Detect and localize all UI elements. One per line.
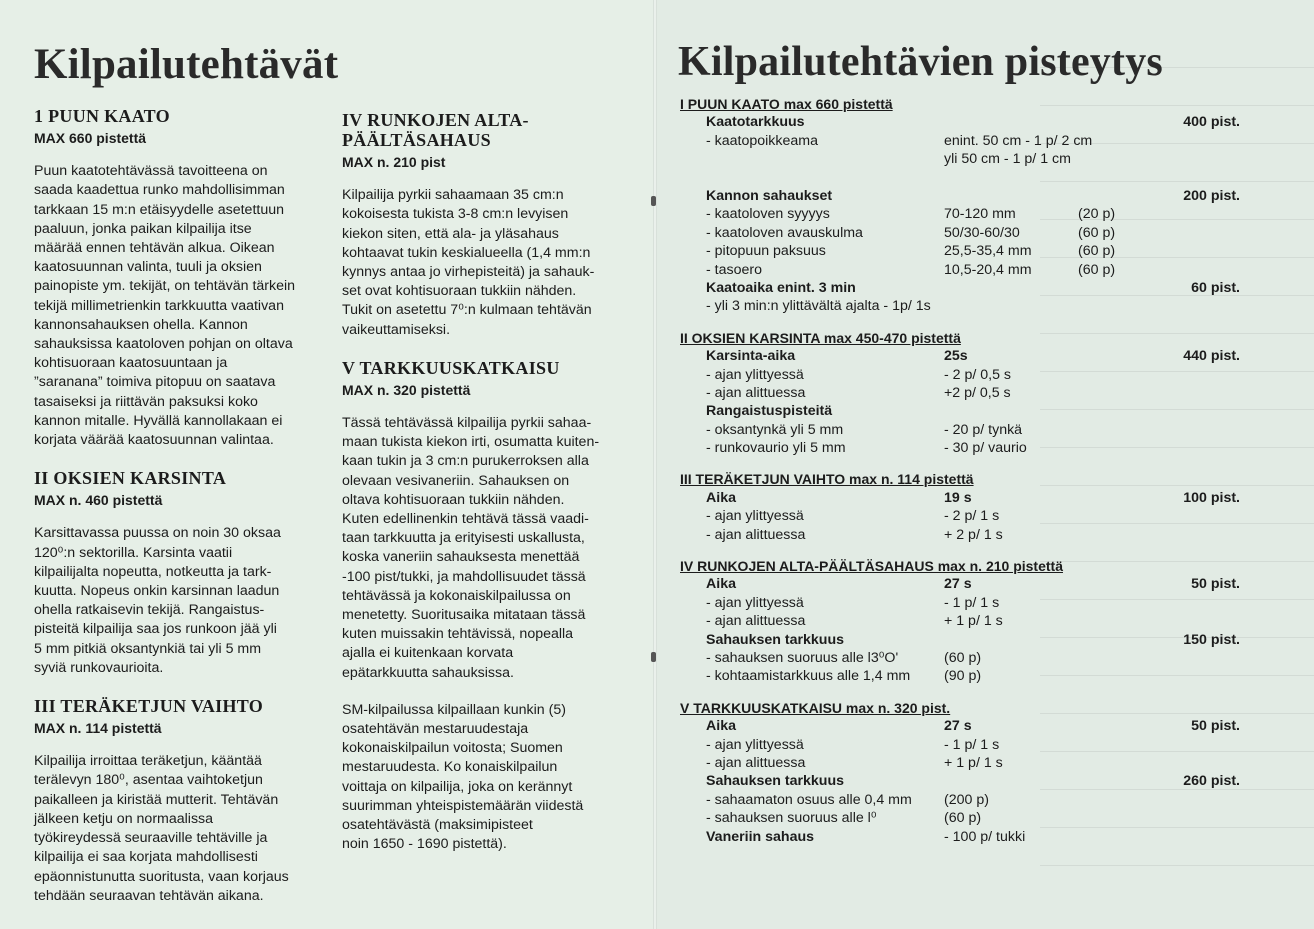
criterion-label: - kohtaamistarkkuus alle 1,4 mm: [706, 668, 911, 685]
criterion-label: Vaneriin sahaus: [706, 828, 815, 845]
criterion-value: - 30 p/ vaurio: [944, 440, 1027, 457]
body-line: terälevyn 180⁰, asentaa vaihtoketjun: [34, 772, 263, 789]
body-line: työkireydessä seuraaville tehtäville ja: [34, 830, 268, 847]
scoring-row: [680, 772, 1240, 790]
body-line: ajalla ei kuitenkaan korvata: [342, 645, 514, 662]
right-page-title: Kilpailutehtävien pisteytys: [678, 39, 1163, 85]
body-line: maan tukista kiekon irti, osumatta kuiten-: [342, 434, 600, 451]
section-title: III TERÄKETJUN VAIHTO: [34, 696, 264, 717]
section-max-points: MAX n. 114 pistettä: [34, 720, 162, 737]
criterion-label: - runkovaurio yli 5 mm: [706, 440, 846, 457]
scoring-block: [680, 470, 1240, 544]
scoring-row: [680, 261, 1240, 279]
staple-mark: [651, 652, 656, 662]
body-line: saada kaadettua runko mahdollisimman: [34, 182, 285, 199]
scoring-row: [680, 366, 1240, 384]
left-page-title: Kilpailutehtävät: [34, 41, 339, 88]
closing-line: kokonaiskilpailun voitosta; Suomen: [342, 740, 563, 757]
criterion-label: Aika: [706, 718, 736, 735]
section-spacer: [342, 683, 632, 701]
scoring-row: [680, 649, 1240, 667]
criterion-value: 70-120 mm: [944, 206, 1016, 223]
body-line: Kilpailija pyrkii sahaamaan 35 cm:n: [342, 187, 564, 204]
body-line: Tukit on asetettu 7⁰:n kulmaan tehtävän: [342, 302, 592, 319]
body-line: -100 pist/tukki, ja mahdollisuudet tässä: [342, 568, 586, 585]
section-spacer: [342, 340, 632, 358]
criterion-label: Karsinta-aika: [706, 348, 796, 365]
max-points: 440 pist.: [1183, 348, 1240, 365]
scoring-row: [680, 421, 1240, 439]
criterion-points: (20 p): [1078, 206, 1116, 223]
scoring-row: [680, 754, 1240, 772]
criterion-label: Aika: [706, 576, 736, 593]
scoring-row: [680, 187, 1240, 205]
criterion-label: Rangaistuspisteitä: [706, 403, 833, 420]
body-line: määrää ennen tehtävän alkua. Oikean: [34, 240, 275, 257]
section-title: IV RUNKOJEN ALTA- PÄÄLTÄSAHAUS: [342, 110, 529, 150]
criterion-value: 25s: [944, 348, 968, 365]
criterion-value: (90 p): [944, 668, 982, 685]
left-column-1: [34, 106, 324, 906]
staple-mark: [651, 196, 656, 206]
closing-line: suurimman yhteispistemäärän viidestä: [342, 797, 584, 814]
left-column-2: [342, 110, 632, 855]
scoring-row: [680, 113, 1240, 131]
criterion-label: Sahauksen tarkkuus: [706, 773, 844, 790]
body-line: syviä runkovaurioita.: [34, 659, 164, 676]
criterion-label: - ajan ylittyessä: [706, 508, 804, 525]
criterion-label: - ajan ylittyessä: [706, 594, 804, 611]
criterion-value: - 1 p/ 1 s: [944, 594, 1000, 611]
closing-line: osatehtävästä (maksimipisteet: [342, 817, 533, 834]
body-line: Tässä tehtävässä kilpailija pyrkii sahaa-: [342, 415, 592, 432]
scoring-row: [680, 347, 1240, 365]
max-points: 260 pist.: [1183, 773, 1240, 790]
scoring-table: [680, 95, 1240, 859]
body-line: vaikeuttamiseksi.: [342, 321, 451, 338]
scoring-row: [680, 384, 1240, 402]
max-points: 200 pist.: [1183, 187, 1240, 204]
criterion-value: 25,5-35,4 mm: [944, 243, 1032, 260]
body-line: jälkeen ketju on normaalissa: [34, 810, 214, 827]
criterion-points: (60 p): [1078, 224, 1116, 241]
body-line: tekijä millimetrienkin tarkkuutta vaativan: [34, 297, 284, 314]
body-line: kilpailija ei saa korjata mahdollisesti: [34, 849, 258, 866]
scoring-row: [680, 297, 1240, 315]
criterion-label: - kaatoloven avauskulma: [706, 224, 863, 241]
criterion-label: - ajan alittuessa: [706, 384, 806, 401]
body-line: 5 mm pitkiä oksantynkiä tai yli 5 mm: [34, 640, 262, 657]
max-points: 100 pist.: [1183, 489, 1240, 506]
criterion-label: Kaatotarkkuus: [706, 114, 805, 131]
max-points: 50 pist.: [1191, 576, 1240, 593]
scoring-row: [680, 402, 1240, 420]
criterion-label: - tasoero: [706, 261, 762, 278]
body-line: tasaiseksi ja riittävän paksuksi koko: [34, 393, 258, 410]
body-line: Kuten edellinenkin tehtävä tässä vaadi-: [342, 511, 589, 528]
body-line: kaatosuunnan valinta, tuuli ja oksien: [34, 259, 262, 276]
scoring-block: [680, 699, 1240, 846]
body-line: tarkkaan 15 m:n etäisyydelle asetettuun: [34, 201, 285, 218]
criterion-value: enint. 50 cm - 1 p/ 2 cm: [944, 132, 1093, 149]
criterion-value: + 2 p/ 1 s: [944, 526, 1003, 543]
criterion-label: - sahauksen suoruus alle l⁰: [706, 810, 877, 827]
scoring-row: [680, 279, 1240, 297]
body-line: pisteitä kilpailija saa jos runkoon jää yli: [34, 621, 277, 638]
criterion-label: - oksantynkä yli 5 mm: [706, 421, 844, 438]
section-title: II OKSIEN KARSINTA: [34, 468, 227, 489]
criterion-value: + 1 p/ 1 s: [944, 754, 1003, 771]
max-points: 400 pist.: [1183, 114, 1240, 131]
scoring-row: [680, 809, 1240, 827]
scoring-row: [680, 242, 1240, 260]
criterion-label: - yli 3 min:n ylittävältä ajalta - 1p/ 1s: [706, 298, 931, 315]
criterion-label: - ajan ylittyessä: [706, 366, 804, 383]
body-line: paikalleen ja kiristää mutterit. Tehtävän: [34, 791, 279, 808]
section-title: V TARKKUUSKATKAISU: [342, 357, 560, 378]
body-line: Puun kaatotehtävässä tavoitteena on: [34, 163, 268, 180]
body-line: kannonsahauksen ohella. Kannon: [34, 316, 248, 333]
section-max-points: MAX n. 320 pistettä: [342, 381, 471, 398]
body-line: set ovat kohtisuoraan tukkiin nähden.: [342, 283, 577, 300]
body-line: menetetty. Suoritusaika mitataan tässä: [342, 607, 586, 624]
scoring-row: [680, 224, 1240, 242]
criterion-label: - kaatopoikkeama: [706, 132, 818, 149]
closing-line: SM-kilpailussa kilpaillaan kunkin (5): [342, 701, 566, 718]
body-line: epäonnistunutta suoritusta, vaan korjaus: [34, 868, 289, 885]
section-max-points: MAX 660 pistettä: [34, 130, 147, 146]
criterion-label: - kaatoloven syyyys: [706, 206, 830, 223]
body-line: tehdään seuraavan tehtävän aikana.: [34, 887, 264, 904]
scoring-row: [680, 631, 1240, 649]
criterion-points: (60 p): [1078, 261, 1116, 278]
scoring-row: [680, 150, 1240, 168]
criterion-value: - 2 p/ 0,5 s: [944, 366, 1012, 383]
criterion-value: - 20 p/ tynkä: [944, 421, 1023, 438]
scoring-row: [680, 612, 1240, 630]
criterion-label: - ajan alittuessa: [706, 754, 806, 771]
body-line: kuutta. Nopeus onkin karsinnan laadun: [34, 583, 280, 600]
body-line: kohtaavat tukin keskialueella (1,4 mm:n: [342, 244, 591, 261]
book-spine: [653, 0, 657, 929]
body-line: sahauksissa kaatoloven pohjan on oltava: [34, 336, 293, 353]
criterion-value: + 1 p/ 1 s: [944, 613, 1003, 630]
criterion-value: +2 p/ 0,5 s: [944, 384, 1011, 401]
criterion-label: - ajan alittuessa: [706, 613, 806, 630]
criterion-label: Kaatoaika enint. 3 min: [706, 279, 856, 296]
max-points: 50 pist.: [1191, 718, 1240, 735]
closing-line: voittaja on kilpailija, joka on kerännyt: [342, 778, 573, 795]
body-line: tehtävässä ja kokonaiskilpailussa on: [342, 587, 571, 604]
criterion-value: - 2 p/ 1 s: [944, 508, 1000, 525]
criterion-label: Aika: [706, 489, 736, 506]
body-line: korjata väärää kaatosuunnan valintaa.: [34, 432, 274, 449]
body-line: kokoisesta tukista 3-8 cm:n levyisen: [342, 206, 569, 223]
section-max-points: MAX n. 210 pist: [342, 154, 446, 170]
scoring-row: [680, 507, 1240, 525]
criterion-label: - sahauksen suoruus alle l3⁰O': [706, 650, 899, 666]
criterion-points: (60 p): [1078, 243, 1116, 260]
criterion-value: 50/30-60/30: [944, 224, 1020, 241]
criterion-value: - 100 p/ tukki: [944, 828, 1026, 845]
scoring-row: [680, 575, 1240, 593]
body-line: Kilpailija irroittaa teräketjun, kääntää: [34, 753, 262, 770]
scoring-block-heading: II OKSIEN KARSINTA max 450-470 pistettä: [680, 329, 961, 346]
body-line: kuten muissakin tehtävissä, nopealla: [342, 626, 574, 643]
body-line: kohtisuoraan kaatosuuntaan ja: [34, 355, 228, 372]
criterion-value: 10,5-20,4 mm: [944, 261, 1032, 278]
scoring-row: [680, 667, 1240, 685]
closing-line: mestaruudesta. Ko konaiskilpailun: [342, 759, 558, 776]
scoring-block: [680, 95, 1240, 316]
body-line: kilpailijalta nopeutta, notkeutta ja tark-: [34, 563, 272, 580]
closing-line: osatehtävän mestaruudestaja: [342, 721, 529, 738]
body-line: ohella ratkaisevin tekijä. Rangaistus-: [34, 602, 265, 619]
body-line: kiekon siten, että ala- ja yläsahaus: [342, 225, 559, 242]
scoring-block-heading: V TARKKUUSKATKAISU max n. 320 pist.: [680, 699, 951, 716]
scoring-row: [680, 828, 1240, 846]
closing-line: noin 1650 - 1690 pistettä).: [342, 836, 507, 853]
body-line: epätarkkuutta sahauksissa.: [342, 664, 514, 681]
scoring-block-heading: IV RUNKOJEN ALTA-PÄÄLTÄSAHAUS max n. 210 pistettä: [680, 558, 1063, 575]
criterion-value: 19 s: [944, 489, 972, 506]
scoring-block-heading: I PUUN KAATO max 660 pistettä: [680, 96, 893, 112]
scoring-row: [680, 132, 1240, 150]
criterion-value: (60 p): [944, 650, 982, 666]
max-points: 150 pist.: [1183, 631, 1240, 648]
criterion-label: Sahauksen tarkkuus: [706, 631, 844, 648]
section-max-points: MAX n. 460 pistettä: [34, 492, 163, 509]
section-title: 1 PUUN KAATO: [34, 106, 170, 126]
scoring-row: [680, 791, 1240, 809]
criterion-value: yli 50 cm - 1 p/ 1 cm: [944, 151, 1071, 168]
scoring-block-heading: III TERÄKETJUN VAIHTO max n. 114 pistettä: [680, 471, 974, 488]
body-line: taan tarkkuutta ja erityisesti uskallusta,: [342, 530, 585, 547]
criterion-value: 27 s: [944, 576, 972, 593]
criterion-label: Kannon sahaukset: [706, 187, 833, 204]
criterion-label: - pitopuun paksuus: [706, 243, 826, 260]
body-line: kannon mitalle. Hyvällä kannollakaan ei: [34, 412, 283, 429]
scoring-row: [680, 169, 1240, 187]
scoring-row: [680, 594, 1240, 612]
body-line: olevaan vesivaneriin. Sahauksen on: [342, 472, 570, 489]
body-line: kaan tukin ja 3 cm:n purukerroksen alla: [342, 453, 589, 470]
scoring-row: [680, 526, 1240, 544]
body-line: 120⁰:n sektorilla. Karsinta vaatii: [34, 544, 233, 561]
scoring-row: [680, 736, 1240, 754]
criterion-value: (60 p): [944, 810, 982, 827]
section-spacer: [34, 450, 324, 468]
criterion-label: - ajan ylittyessä: [706, 736, 804, 753]
criterion-value: - 1 p/ 1 s: [944, 736, 1000, 753]
body-line: Karsittavassa puussa on noin 30 oksaa: [34, 525, 281, 542]
body-line: kynnys antaa jo virhepisteitä) ja sahauk-: [342, 264, 595, 281]
criterion-value: 27 s: [944, 718, 972, 735]
scoring-row: [680, 489, 1240, 507]
section-spacer: [34, 678, 324, 696]
scoring-row: [680, 439, 1240, 457]
scoring-row: [680, 205, 1240, 223]
scoring-row: [680, 717, 1240, 735]
max-points: 60 pist.: [1191, 279, 1240, 296]
body-line: painopiste ym. tekijät, on tehtävän tärkein: [34, 278, 296, 295]
criterion-label: - sahaamaton osuus alle 0,4 mm: [706, 791, 912, 808]
body-line: koska vaneriin sahauksesta menettää: [342, 549, 580, 566]
scoring-block: [680, 329, 1240, 458]
body-line: ”saranana” toimiva pitopuu on saatava: [34, 374, 276, 391]
criterion-value: (200 p): [944, 791, 989, 808]
body-line: oltava kohtisuoraan tukkiin nähden.: [342, 491, 565, 508]
body-line: paaluun, jonka paikan kilpailija itse: [34, 220, 252, 237]
scoring-block: [680, 557, 1240, 686]
criterion-label: - ajan alittuessa: [706, 526, 806, 543]
